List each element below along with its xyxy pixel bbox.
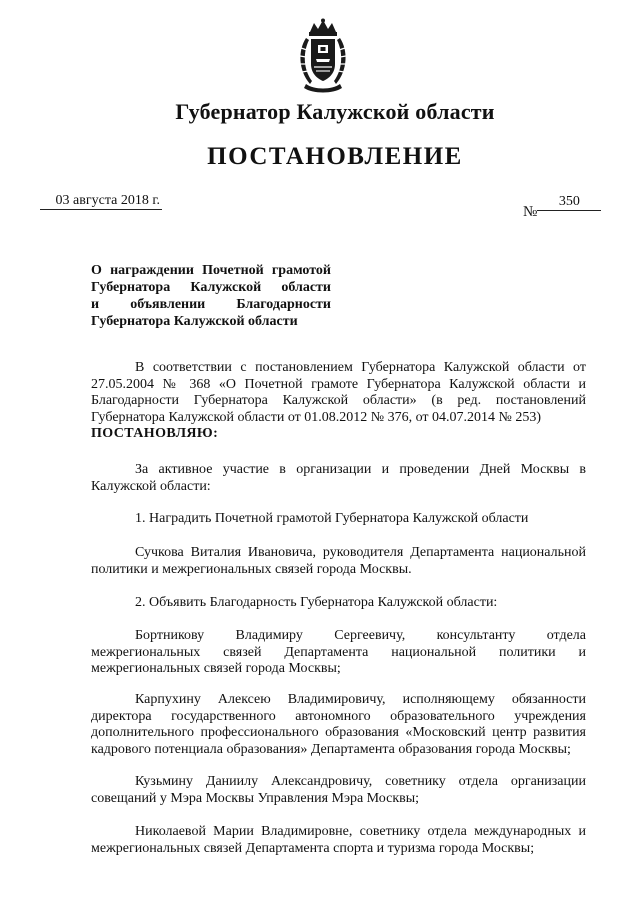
preamble-block	[91, 360, 586, 443]
item-2-recipient-block	[91, 692, 586, 758]
reason-text: За активное участие в организации и проведении Дней Москвы в Калужской области:	[91, 462, 586, 494]
subject-line: Губернатора Калужской области	[91, 280, 331, 295]
item-2-heading-block	[91, 595, 586, 612]
subject-line: О награждении Почетной грамотой	[91, 263, 331, 278]
document-subject	[91, 262, 331, 330]
item-2-recipient-block	[91, 824, 586, 857]
decree-word: ПОСТАНОВЛЯЮ:	[91, 426, 219, 441]
document-date: 03 августа 2018 г.	[40, 193, 162, 210]
subject-line: Губернатора Калужской области	[91, 314, 298, 329]
reason-block	[91, 462, 586, 495]
item-1-heading-block	[91, 511, 586, 528]
item-2-recipient-block	[91, 774, 586, 807]
number-sign: №	[523, 204, 538, 220]
coat-of-arms-icon	[296, 18, 350, 94]
recipient-paragraph: Бортникову Владимиру Сергеевичу, консультанту отдела межрегиональных связей Департамента национальной политики и межрегиональных связей города Москвы;	[91, 628, 586, 676]
document-number	[523, 194, 601, 221]
number-value: 350	[537, 194, 601, 211]
subject-line: и объявлении Благодарности	[91, 297, 331, 312]
item-2-heading: 2. Объявить Благодарность Губернатора Калужской области:	[135, 595, 498, 610]
recipient-paragraph: Карпухину Алексею Владимировичу, исполняющему обязанности директора государственного автономного образовательного учреждения дополнительного профессионального образования «Московский центр развития кадрового потенциала образования» Департамента образования города Москвы;	[91, 692, 586, 757]
preamble-text: В соответствии с постановлением Губернатора Калужской области от 27.05.2004 № 368 «О Почетной грамоте Губернатора Калужской области и Благодарности Губернатора Калужской области» (в ред. постановлений Губернатора Калужской области от 01.08.2012 № 376, от 04.07.2014 № 253)	[91, 360, 586, 425]
recipient-paragraph: Кузьмину Даниилу Александровичу, советнику отдела организации совещаний у Мэра Москвы Управления Мэра Москвы;	[91, 774, 586, 806]
recipient-paragraph: Николаевой Марии Владимировне, советнику отдела международных и межрегиональных связей Департамента спорта и туризма города Москвы;	[91, 824, 586, 856]
document-type-title: ПОСТАНОВЛЕНИЕ	[207, 143, 463, 170]
item-1-heading: 1. Наградить Почетной грамотой Губернатора Калужской области	[135, 511, 529, 526]
issuing-authority: Губернатор Калужской области	[175, 99, 495, 124]
item-1-recipient-block	[91, 545, 586, 578]
item-2-recipient-block	[91, 628, 586, 678]
item-1-recipient: Сучкова Виталия Ивановича, руководителя Департамента национальной политики и межрегиональных связей города Москвы.	[91, 545, 586, 577]
